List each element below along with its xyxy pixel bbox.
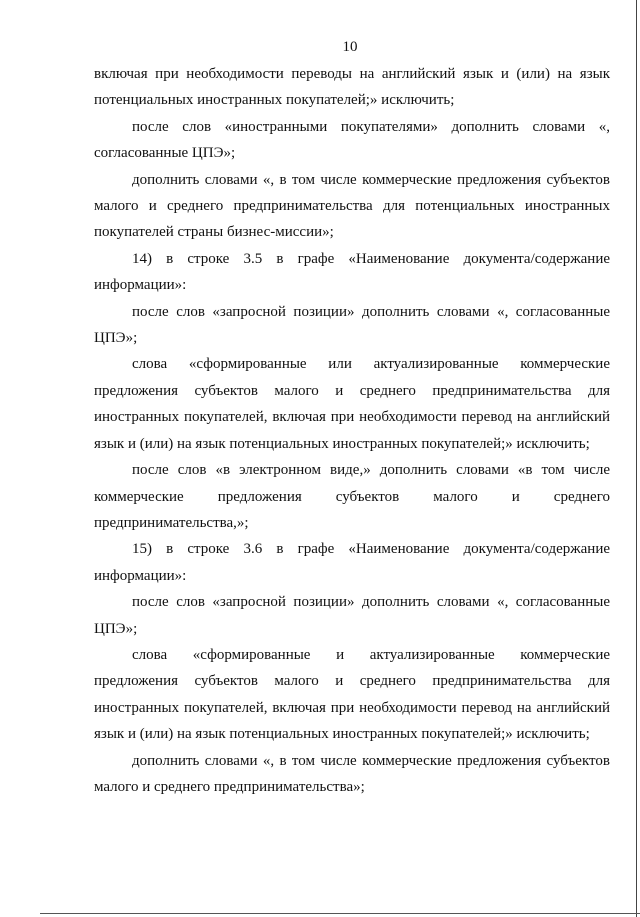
paragraph: 14) в строке 3.5 в графе «Наименование документа/содержание информации»: (94, 250, 610, 294)
paragraph: включая при необходимости переводы на английский язык и (или) на язык потенциальных иностранных покупателей;» исключить; (94, 66, 610, 109)
paragraph: слова «сформированные или актуализированные коммерческие предложения субъектов малого и среднего предпринимательства для иностранных покупателей, включая при необходимости перевод на английский язык и (или) на язык потенциальных иностранных покупателей;» исключить; (94, 356, 610, 452)
page-edge-right (636, 0, 637, 917)
paragraph: 15) в строке 3.6 в графе «Наименование документа/содержание информации»: (94, 541, 610, 584)
paragraph: после слов «в электронном виде,» дополнить словами «в том числе коммерческие предложения субъектов малого и среднего предпринимательства,»; (94, 462, 610, 531)
page-number: 10 (342, 39, 358, 55)
paragraph: после слов «запросной позиции» дополнить словами «, согласованные ЦПЭ»; (94, 594, 610, 637)
paragraph: дополнить словами «, в том числе коммерческие предложения субъектов малого и среднего предпринимательства»; (94, 752, 610, 795)
paragraph: слова «сформированные и актуализированные коммерческие предложения субъектов малого и среднего предпринимательства для иностранных покупателей, включая при необходимости перевод на английский язык и (или) на язык потенциальных иностранных покупателей;» исключить; (94, 646, 610, 743)
paragraph: после слов «иностранными покупателями» дополнить словами «, согласованные ЦПЭ»; (94, 118, 610, 162)
paragraph: после слов «запросной позиции» дополнить словами «, согласованные ЦПЭ»; (94, 303, 610, 347)
paragraph: дополнить словами «, в том числе коммерческие предложения субъектов малого и среднего предпринимательства для потенциальных иностранных покупателей страны бизнес-миссии»; (94, 171, 610, 241)
page-edge-bottom (40, 913, 640, 914)
document-body (94, 61, 610, 800)
